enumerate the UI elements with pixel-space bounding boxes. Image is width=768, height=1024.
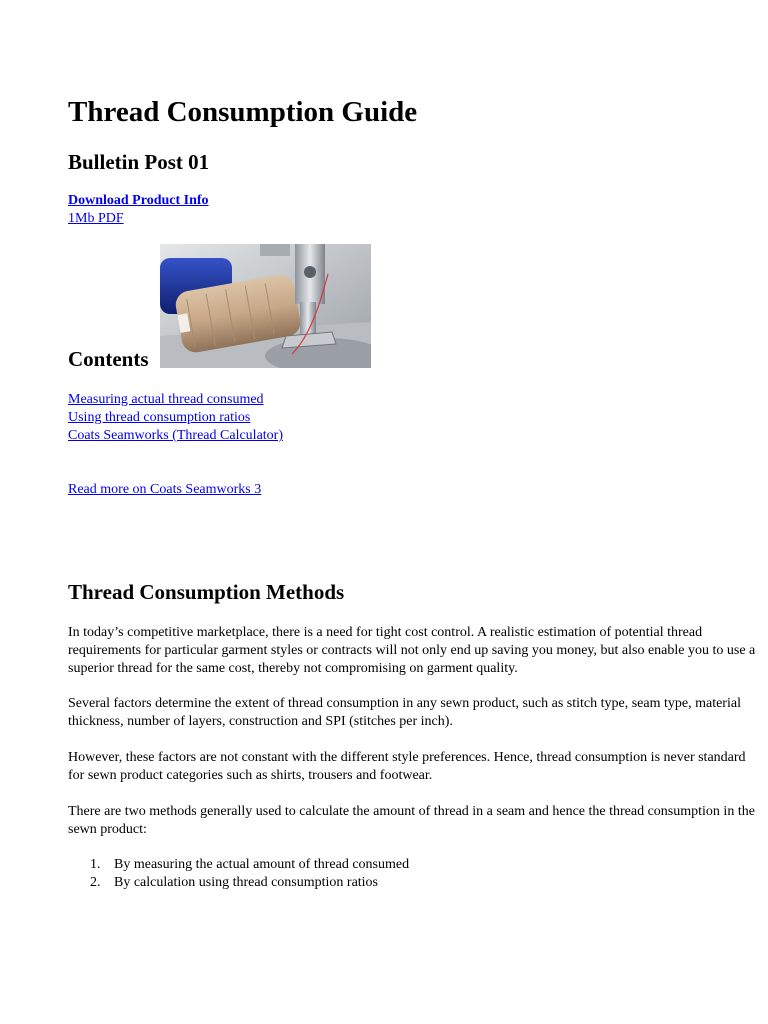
list-item	[68, 856, 409, 874]
thread-spool-icon	[160, 244, 371, 368]
list-item-text: By calculation using thread consumption ratios	[114, 875, 379, 890]
download-product-info-link[interactable]: Download Product Info	[68, 193, 209, 208]
page-title: Thread Consumption Guide	[68, 96, 418, 128]
list-item-text: By measuring the actual amount of thread consumed	[114, 857, 410, 872]
methods-list	[68, 856, 409, 892]
toc-link-seamworks[interactable]: Coats Seamworks (Thread Calculator)	[68, 428, 283, 443]
paragraph: In today’s competitive marketplace, there is a need for tight cost control. A realistic estimation of potential thread requirements for particular garment styles or contracts will not only end up saving you money, but also enable you to use a superior thread for the same cost, thereby not compromising on garment quality.	[68, 625, 756, 676]
pdf-size-link[interactable]: 1Mb PDF	[68, 211, 124, 226]
toc-link-ratios[interactable]: Using thread consumption ratios	[68, 410, 251, 425]
paragraph: There are two methods generally used to calculate the amount of thread in a seam and hence the thread consumption in the sewn product:	[68, 804, 755, 837]
sewing-machine-image	[160, 244, 371, 368]
table-of-contents	[68, 391, 283, 445]
paragraph: Several factors determine the extent of thread consumption in any sewn product, such as stitch type, seam type, material thickness, number of layers, construction and SPI (stitches per inch).	[68, 696, 741, 729]
contents-heading: Contents	[68, 347, 149, 371]
list-number: 2.	[90, 875, 101, 890]
toc-link-measuring[interactable]: Measuring actual thread consumed	[68, 392, 264, 407]
methods-heading: Thread Consumption Methods	[68, 580, 345, 604]
read-more-seamworks-link[interactable]: Read more on Coats Seamworks 3	[68, 482, 262, 497]
paragraph: However, these factors are not constant with the different style preferences. Hence, thread consumption is never standard for sewn product categories such as shirts, trousers and footwear.	[68, 750, 746, 783]
list-number: 1.	[90, 857, 101, 872]
bulletin-subtitle: Bulletin Post 01	[68, 150, 210, 174]
list-item	[68, 874, 409, 892]
